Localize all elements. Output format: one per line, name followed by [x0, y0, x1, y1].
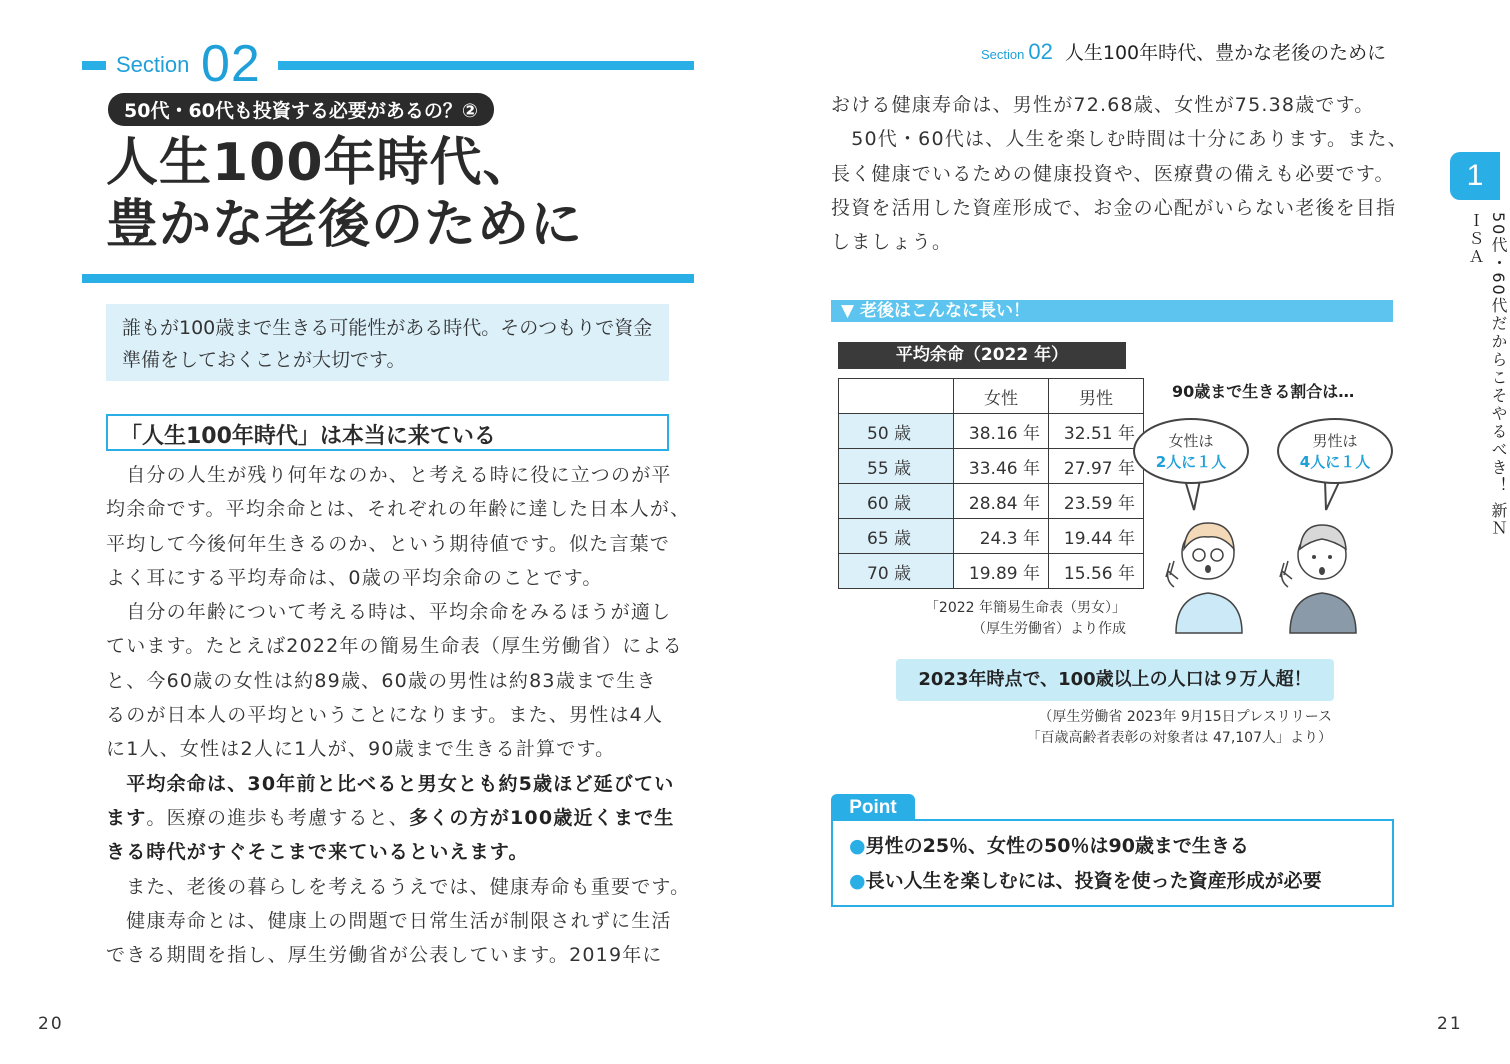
- bubble-male-line1: 男性は: [1312, 432, 1358, 450]
- female-value-cell: 28.84 年: [954, 484, 1049, 519]
- bubble-female-line2: 2人に１人: [1155, 453, 1227, 471]
- body-line: また、老後の暮らしを考えるうえでは、健康寿命も重要です。: [106, 875, 691, 898]
- age-cell: 55 歳: [839, 449, 954, 484]
- male-value-cell: 19.44 年: [1049, 519, 1144, 554]
- body-line: 長く健康でいるための健康投資や、医療費の備えも必要です。: [831, 162, 1395, 185]
- bold-text: 多くの方が100歳近くまで生: [409, 806, 675, 829]
- chapter-tab: 1: [1450, 152, 1500, 200]
- age-cell: 70 歳: [839, 554, 954, 589]
- table-row: [839, 519, 1144, 554]
- body-line: 健康寿命とは、健康上の問題で日常生活が制限されずに生活: [106, 909, 672, 932]
- male-value-cell: 32.51 年: [1049, 414, 1144, 449]
- bubble-female: [1133, 418, 1249, 484]
- note-source: [980, 707, 1332, 749]
- life-expectancy-table: [838, 378, 1144, 589]
- body-line: 自分の年齢について考える時は、平均余命をみるほうが適し: [106, 601, 672, 624]
- body-line: 平均して今後何年生きるのか、という期待値です。似た言葉で: [106, 532, 671, 555]
- elderly-woman-illustration: [1162, 515, 1252, 633]
- body-text-left: [106, 458, 691, 972]
- title-underline: [82, 274, 694, 283]
- centenarian-note: 2023年時点で、100歳以上の人口は９万人超！: [896, 659, 1334, 701]
- section-label: Section: [116, 52, 190, 77]
- table-caption: 平均余命（2022 年）: [838, 342, 1126, 369]
- bullet-dot: ●: [849, 835, 866, 857]
- table-row: [839, 449, 1144, 484]
- table-row: [839, 554, 1144, 589]
- title-line-1: 人生100年時代、: [106, 133, 536, 193]
- age-cell: 65 歳: [839, 519, 954, 554]
- male-value-cell: 27.97 年: [1049, 449, 1144, 484]
- heading-text: 「人生100年時代」は本当に来ている: [120, 424, 496, 449]
- body-line-bold: [106, 835, 676, 869]
- elderly-man-illustration: [1276, 515, 1366, 633]
- table-header-cell: 男性: [1049, 379, 1144, 414]
- male-value-cell: 23.59 年: [1049, 484, 1144, 519]
- lead-line: 準備をしておくことが大切です。: [122, 349, 406, 371]
- source-line: （厚生労働省 2023年 9月15日プレスリリース: [1038, 709, 1332, 725]
- heading-box: [106, 414, 669, 451]
- body-text-right: [831, 88, 1408, 259]
- point-label: Point: [831, 794, 915, 821]
- table-header-cell: 女性: [954, 379, 1049, 414]
- female-value-cell: 38.16 年: [954, 414, 1049, 449]
- point-item-text: 長い人生を楽しむには、投資を使った資産形成が必要: [865, 870, 1322, 892]
- point-item: [849, 829, 1392, 864]
- title-line-2: 豊かな老後のために: [106, 195, 584, 255]
- source-line: （厚生労働省）より作成: [972, 621, 1126, 637]
- female-value-cell: 19.89 年: [954, 554, 1049, 589]
- page-number-left: 20: [38, 1014, 64, 1034]
- female-value-cell: 24.3 年: [954, 519, 1049, 554]
- lead-box: [106, 304, 669, 381]
- body-line: しましょう。: [831, 231, 953, 254]
- male-value-cell: 15.56 年: [1049, 554, 1144, 589]
- bold-text: 平均余命は、30年前と比べると男女とも約5歳ほど延びてい: [106, 772, 675, 795]
- point-item-text: 男性の25％、女性の50％は90歳まで生きる: [865, 835, 1249, 857]
- age-cell: 50 歳: [839, 414, 954, 449]
- bubble-female-line1: 女性は: [1168, 432, 1214, 450]
- table-header-row: [839, 379, 1144, 414]
- running-section-number: 02: [1028, 39, 1053, 64]
- body-line: よく耳にする平均寿命は、0歳の平均余命のことです。: [106, 566, 603, 589]
- section-number: 02: [201, 35, 261, 93]
- normal-text: 。医療の進歩も考慮すると、: [146, 806, 410, 829]
- female-value-cell: 33.46 年: [954, 449, 1049, 484]
- subtitle-pill: 50代・60代も投資する必要があるの？②: [108, 93, 494, 126]
- point-item: [849, 864, 1392, 899]
- section-rule-left: [82, 61, 106, 70]
- lead-line: 誰もが100歳まで生きる可能性がある時代。そのつもりで資金: [122, 317, 653, 339]
- bubble-male-line2: 4人に１人: [1299, 453, 1371, 471]
- chapter-title-vertical: 50代・60代だからこそやるべき！ 新ＮＩＳＡ: [1466, 212, 1508, 538]
- bullet-dot: ●: [849, 870, 866, 892]
- body-line: 均余命です。平均余命とは、それぞれの年齢に達した日本人が、: [106, 498, 691, 521]
- body-line: できる期間を指し、厚生労働省が公表しています。2019年に: [106, 944, 663, 967]
- age-cell: 60 歳: [839, 484, 954, 519]
- source-line: 「2022 年簡易生命表（男女）」: [924, 600, 1126, 616]
- figure-heading: ▼ 老後はこんなに長い！: [831, 300, 1393, 322]
- page-title: [106, 132, 583, 256]
- body-line-bold: [106, 767, 676, 801]
- source-line: 「百歳高齢者表彰の対象者は 47,107人」より）: [1026, 730, 1332, 746]
- body-line: 投資を活用した資産形成で、お金の心配がいらない老後を目指: [831, 196, 1397, 219]
- ratio-heading: 90歳まで生きる割合は…: [1172, 382, 1355, 401]
- bold-text: きる時代がすぐそこまで来ているといえます。: [106, 841, 529, 864]
- body-line: ています。たとえば2022年の簡易生命表（厚生労働省）による: [106, 635, 683, 658]
- body-line-mixed: [106, 801, 676, 835]
- body-line: と、今60歳の女性は約89歳、60歳の男性は約83歳まで生き: [106, 669, 657, 692]
- body-line: 50代・60代は、人生を楽しむ時間は十分にあります。また、: [831, 128, 1408, 151]
- page-number-right: 21: [1437, 1014, 1463, 1034]
- bold-text: ます: [106, 806, 147, 829]
- table-header-cell: [839, 379, 954, 414]
- running-header: [981, 38, 1386, 65]
- bubble-tails: [1130, 480, 1390, 520]
- running-section-label: Section: [981, 47, 1025, 62]
- body-line: 自分の人生が残り何年なのか、と考える時に役に立つのが平: [106, 464, 672, 486]
- point-box: [831, 819, 1394, 907]
- body-line: に1人、女性は2人に1人が、90歳まで生きる計算です。: [106, 738, 616, 761]
- section-rule-right: [278, 61, 694, 70]
- table-row: [839, 484, 1144, 519]
- table-row: [839, 414, 1144, 449]
- running-title: 人生100年時代、豊かな老後のために: [1064, 42, 1387, 64]
- bubble-male: [1277, 418, 1393, 484]
- body-line: るのが日本人の平均ということになります。また、男性は4人: [106, 704, 664, 727]
- table-source: [900, 598, 1126, 640]
- body-line: おける健康寿命は、男性が72.68歳、女性が75.38歳です。: [831, 94, 1375, 116]
